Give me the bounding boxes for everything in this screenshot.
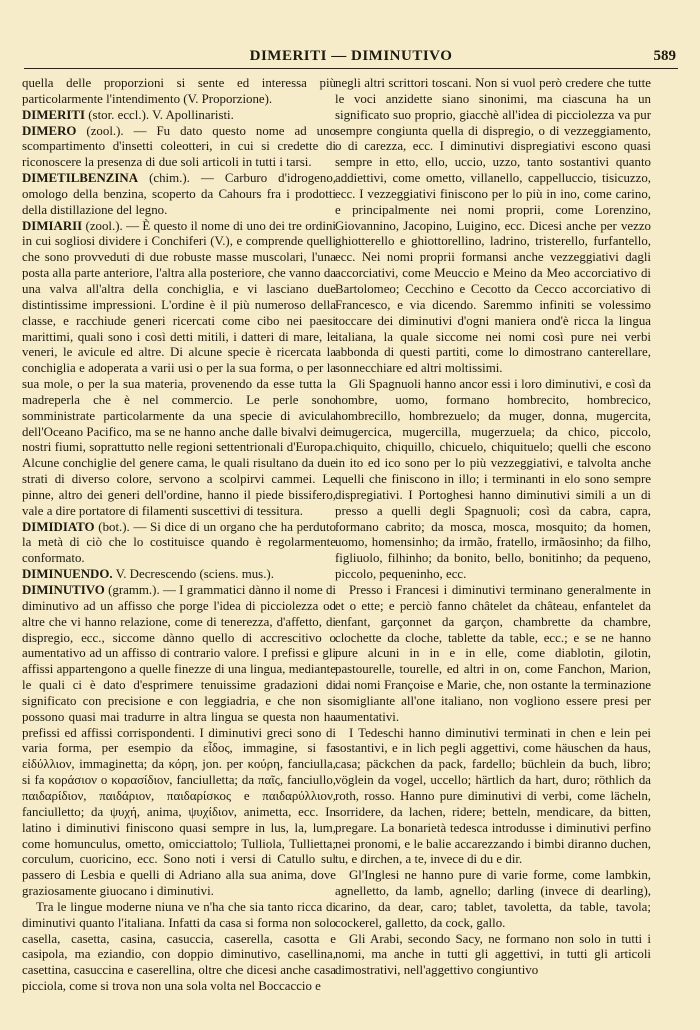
entry-dimero: DIMERO (zool.). — Fu dato questo nome ad uno scompartimento d'insetti coleotteri, in cui si credette di riconoscere la presenza di due soli articoli in tutti i tarsi. xyxy=(22,123,336,170)
paragraph: negli altri scrittori toscani. Non si vuol però credere che tutte le voci anzidette siano sinonimi, ma ciascuna ha un significato suo proprio, giacchè all'idea di picciolezza va pur sempre congiunta quella di dispregio, o di vezzeggiamento, o di carezza, ecc. I diminutivi dispregiativi escono quasi sempre in etto, ello, uccio, uzzo, tanto sostantivi quanto addiettivi, come ometto, villanello, cappelluccio, tisicuzzo, ecc. I vezzeggiativi finiscono per lo più in ino, come carino, e principalmente nei nomi proprii, come Lorenzino, Giovannino, Jacopino, Luigino, ecc. Dicesi anche per vezzo ghiotterello e ghiottorellino, ladrino, tristerello, furfantello, ecc. Nei nomi proprii formansi anche vezzeggiativi dagli accorciativi, come Meuccio e Meino da Meo accorciativo di Bartolomeo; Cecchino e Cecotto da Cecco accorciativo di Francesco, e via dicendo. Saremmo infiniti se volessimo toccare dei diminutivi d'ogni maniera ond'è ricca la lingua italiana, la quale siccome nei nomi così pure nei verbi abbonda di questi partiti, come lo dimostrano canterellare, sonnecchiare ed altri moltissimi. xyxy=(335,76,651,376)
paragraph: I Tedeschi hanno diminutivi terminati in chen e lein pei sostantivi, e in lich pegli aggettivi, come häuschen da haus, casa; päckchen da pack, fardello; büchlein da buch, libro; vöglein da vogel, uccello; härtlich da hart, duro; röthlich da roth, rosso. Hanno pure diminutivi di verbi, come lächeln, sorridere, da lachen, ridere; betteln, mendicare, da bitten, pregare. La bonarietà tedesca introdusse i diminutivi perfino nei pronomi, e le balie accarezzando i bimbi diranno duchen, tu, e dirchen, a te, invece di du e dir. xyxy=(335,725,651,867)
paragraph: quella delle proporzioni si sente ed interessa più particolarmente l'intendimento (V. Proporzione). xyxy=(22,76,336,106)
entry-dimidiato: DIMIDIATO (bot.). — Si dice di un organo che ha perduto la metà di ciò che lo costituisce quando è regolarmente conformato. xyxy=(22,519,336,566)
headword: DIMIARII xyxy=(22,218,83,233)
headword: DIMERITI xyxy=(22,107,86,122)
headword: DIMINUTIVO xyxy=(22,583,105,597)
paragraph: Tra le lingue moderne niuna ve n'ha che sia tanto ricca di diminutivi quanto l'italiana. Infatti da casa si forma non solo casella, casetta, casina, casuccia, caserella, casotta e casipola, ma eziandio, con doppio diminutivo, casellina, casettina, casuccina e caserellina, oltre che dicesi anche casa picciola, come si trova non una sola volta nel Boccaccio e xyxy=(22,899,336,994)
paragraph: Gli Arabi, secondo Sacy, ne formano non solo in tutti i nomi, ma anche in tutti gli aggettivi, in tutti gli articoli dimostrativi, nell'aggettivo congiuntivo xyxy=(335,931,651,978)
entry-dimetilbenzina: DIMETILBENZINA (chim.). — Carburo d'idrogeno, omologo della benzina, scoperto da Cahours fra i prodotti della distillazione del legno. xyxy=(22,171,336,217)
entry-diminutivo: DIMINUTIVO (gramm.). — I grammatici dànno il nome di diminutivo ad un affisso che porge l'idea di picciolezza od altre che vi hanno relazione, come di tenerezza, d'affetto, di dispregio, ecc., siccome dànno quello di accrescitivo o aumentativo ad un affisso di contrario valore. I prefissi e gli affissi appartengono a quelle finezze di una lingua, mediante le quali ci è dato d'esprimere tenuissime gradazioni di significato con precisione e con leggiadria, e che non si possono quasi mai tradurre in altra lingua se questa non ha prefissi ed affissi corrispondenti. I diminutivi greci sono di varia forma, per esempio da εἶδος, immagine, si fa εἰδύλλιον, immaginetta; da κόρη, jon. per κούρη, fanciulla, si fa κοράσιον o κορασίδιον, fanciulletta; da παῖς, fanciullo, παιδαρίδιον, παιδάριον, παιδαρίσκος e παιδαρύλλιον, fanciulletto; da ψυχή, anima, ψυχίδιον, animetta, ecc. In latino i diminutivi finiscono quasi sempre in lus, la, lum, come homunculus, ometto, omicciattolo; Tulliola, Tullietta; corculum, cuoricino, ecc. Sono noti i versi di Catullo sul passero di Lesbia e quelli di Adriano alla sua anima, dove graziosamente giuocano i diminutivi. xyxy=(22,583,336,899)
entry-diminuendo: DIMINUENDO. V. Decrescendo (sciens. mus.). xyxy=(22,567,274,582)
left-column xyxy=(22,76,336,1011)
running-header xyxy=(24,46,678,69)
paragraph: Gl'Inglesi ne hanno pure di varie forme, come lambkin, agnelletto, da lamb, agnello; darling (invece di dearling), carino, da dear, caro; tablet, tavoletta, da table, tavola; cockerel, galletto, da cock, gallo. xyxy=(335,868,651,930)
headword: DIMERO xyxy=(22,123,77,138)
header-title: DIMERITI — DIMINUTIVO xyxy=(249,48,453,64)
right-column xyxy=(335,76,651,1011)
page-number: 589 xyxy=(653,48,676,64)
paragraph: Presso i Francesi i diminutivi terminano generalmente in et o ette; e perciò fanno châtelet da château, enfantelet da enfant, garçonnet da garçon, chambrette da chambre, clochette da cloche, tablette da table, ecc.; e se ne hanno pure alcuni in in e in elle, come diablotin, gilotin, pastourelle, tourelle, ed altri in on, come Fanchon, Marion, dai nomi Françoise e Marie, che, non ostante la terminazione somigliante all'one italiano, non vogliono essere presi per aumentativi. xyxy=(335,583,651,724)
headword: DIMETILBENZINA xyxy=(22,171,139,186)
paragraph: Gli Spagnuoli hanno ancor essi i loro diminutivi, e così da hombre, uomo, formano hombrecito, hombrecico, hombrecillo, hombrezuelo; da muger, donna, mugercita, mugercica, mugercilla, mugerzuela; da chico, piccolo, chiquito, chiquillo, chicuelo, chiquituelo; quelli che escono in ito ed ico sono per lo più vezzeggiativi, e talvolta anche quelli che finiscono in illo; i terminanti in elo sono sempre dispregiativi. I Portoghesi hanno diminutivi simili a un di presso a quelli degli Spagnuoli; così da cabra, capra, formano cabrito; da mosca, mosca, mosquito; da homen, uomo, homensinho; da irmão, fratello, irmãosinho; da filho, figliuolo, filhinho; da bonito, bello, bonitinho; da pequeno, piccolo, pequeninho, ecc. xyxy=(335,377,651,582)
entry-dimeriti: DIMERITI (stor. eccl.). V. Apollinaristi. xyxy=(22,107,234,122)
headword: DIMINUENDO. xyxy=(22,567,113,582)
headword: DIMIDIATO xyxy=(22,519,95,534)
entry-dimiarii: DIMIARII (zool.). — È questo il nome di uno dei tre ordini in cui sogliosi dividere i Conchiferi (V.), e comprende quelli che sono provveduti di due robuste masse muscolari, l'una posta alla parte anteriore, l'altra alla posteriore, che vanno da una valva all'altra della conchiglia, e vi lasciano due distintissime impressioni. L'ordine è il più numeroso della classe, e racchiude generi ricercati come cibo nei paesi marittimi, quali sono i così detti mitili, i datteri di mare, le veneri, le avicule ed altre. Di alcune specie è ricercata la conchiglia e adoperata a varii usi o per la sua forma, o per la sua mole, o per la sua materia, provenendo da esse tutta la madreperla che è nel commercio. Le perle sono somministrate particolarmente da una specie di avicula dell'Oceano Pacifico, ma se ne hanno anche dalle bivalvi dei nostri fiumi, soprattutto nelle regioni settentrionali d'Europa. Alcune conchiglie del genere cama, le quali risultano da due strati di diverso colore, servono a scolpirvi cammei. Le pinne, altro dei generi dell'ordine, hanno il piede bissifero, vale a dire portatore di filamenti suscettivi di tessitura. xyxy=(22,218,336,518)
